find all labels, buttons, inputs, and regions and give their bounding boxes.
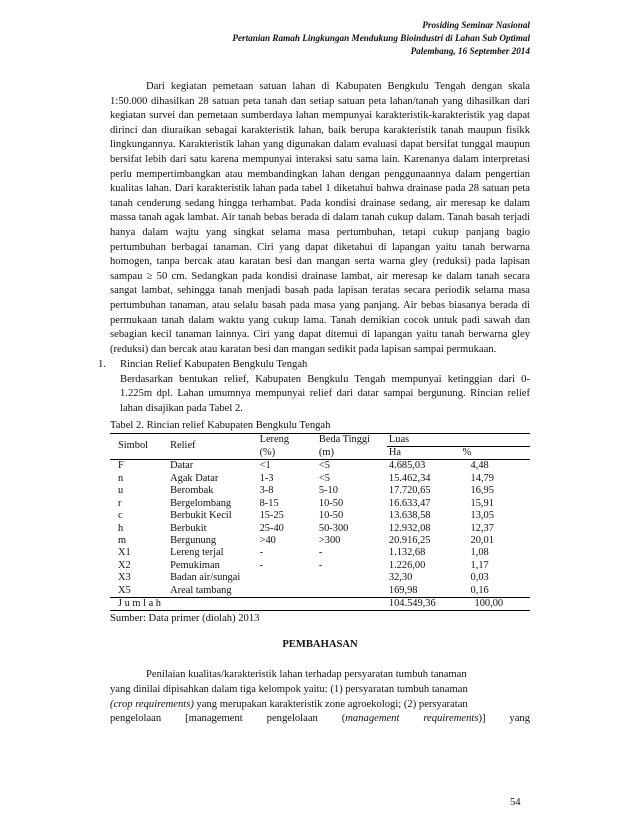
cell-lereng <box>258 572 317 584</box>
cell-lereng: 1-3 <box>259 472 274 484</box>
cell-simbol: X1 <box>118 547 131 559</box>
cell-ha: 1.226,00 <box>388 559 426 571</box>
header-luas: Luas <box>387 433 530 446</box>
cell-ha: 32,30 <box>388 572 413 584</box>
header-simbol: Simbol <box>110 433 168 460</box>
page-number: 54 <box>510 797 521 808</box>
cell-ha: 16.633,47 <box>388 497 431 509</box>
page-content <box>98 80 531 727</box>
cell-relief: Berbukit <box>170 522 207 534</box>
table-row <box>110 473 530 485</box>
table-caption: Tabel 2. Rincian relief Kabupaten Bengkulu Tengah <box>110 419 331 431</box>
cell-simbol: u <box>118 485 124 497</box>
cell-lereng: 8-15 <box>259 497 279 509</box>
cell-pct: 16,95 <box>470 485 494 497</box>
cell-ha: 1.132,68 <box>388 547 426 559</box>
cell-relief: Bergunung <box>170 534 217 546</box>
table-row <box>110 498 530 510</box>
header-beda-tinggi: Beda Tinggi <box>317 433 387 446</box>
cell-relief: Pemukiman <box>170 559 220 571</box>
table-row <box>110 485 530 497</box>
cell-ha: 4.685,03 <box>388 460 426 472</box>
management-requirements-term: management requirements <box>345 713 479 725</box>
body-paragraph-2 <box>110 668 530 726</box>
cell-pct: 4,48 <box>470 460 489 472</box>
cell-simbol: X3 <box>118 572 131 584</box>
total-pct: 100,00 <box>461 597 530 610</box>
cell-relief: Areal tambang <box>170 584 232 596</box>
paragraph2-line-4-a: pengelolaan [management pengelolaan ( <box>110 713 346 725</box>
header-lereng: Lereng <box>258 433 317 446</box>
cell-pct: 13,05 <box>470 510 494 522</box>
paragraph2-line-3-rest: yang merupakan karakteristik zone agroekologi; (2) persyaratan <box>193 698 468 710</box>
cell-beda-tinggi: 50-300 <box>318 522 349 534</box>
cell-beda-tinggi <box>317 572 387 584</box>
cell-pct: 1,17 <box>470 559 489 571</box>
list-item-relief <box>98 358 530 416</box>
page-header <box>120 19 530 58</box>
total-ha: 104.549,36 <box>387 597 461 610</box>
cell-beda-tinggi: 5-10 <box>318 485 338 497</box>
cell-simbol: F <box>118 460 124 472</box>
cell-pct: 0,03 <box>470 572 489 584</box>
relief-table <box>110 433 530 612</box>
cell-simbol: n <box>118 472 124 484</box>
cell-pct: 0,16 <box>470 584 489 596</box>
cell-pct: 14,79 <box>470 472 494 484</box>
table-source: Sumber: Data primer (diolah) 2013 <box>110 613 260 625</box>
cell-lereng: 25-40 <box>259 522 284 534</box>
cell-relief: Berombak <box>170 485 214 497</box>
cell-lereng: <1 <box>259 460 271 472</box>
cell-simbol: X5 <box>118 584 131 596</box>
cell-beda-tinggi: <5 <box>318 460 330 472</box>
table-row <box>110 523 530 535</box>
cell-ha: 12.932,08 <box>388 522 431 534</box>
paragraph2-line-2: yang dinilai dipisahkan dalam tiga kelompok yaitu: (1) persyaratan tumbuh tanaman <box>110 683 468 695</box>
paragraph2-line-1: Penilaian kualitas/karakteristik lahan terhadap persyaratan tumbuh tanaman <box>146 669 467 681</box>
cell-beda-tinggi: 10-50 <box>318 497 344 509</box>
cell-beda-tinggi <box>317 585 387 598</box>
cell-ha: 13.638,58 <box>388 510 431 522</box>
paragraph2-line-3 <box>110 698 530 713</box>
cell-relief: Badan air/sungai <box>170 572 241 584</box>
cell-pct: 20,01 <box>470 534 494 546</box>
cell-simbol: r <box>118 497 122 509</box>
cell-lereng: - <box>259 559 264 571</box>
header-relief: Relief <box>168 433 257 460</box>
header-pct: % <box>461 447 530 460</box>
cell-relief: Agak Datar <box>170 472 219 484</box>
header-place-date: Palembang, 16 September 2014 <box>410 46 530 56</box>
header-lereng-unit: (%) <box>258 447 317 460</box>
body-paragraph-1 <box>110 80 530 357</box>
cell-ha: 15.462,34 <box>388 472 431 484</box>
cell-lereng: 15-25 <box>259 510 284 522</box>
total-label: J u m l a h <box>110 597 387 610</box>
list-item-title: Rincian Relief Kabupaten Bengkulu Tengah <box>120 359 308 371</box>
table-row <box>110 547 530 559</box>
list-item-body: Berdasarkan bentukan relief, Kabupaten Bengkulu Tengah mempunyai ketinggian dari 0-1.225m dpl. Lahan umumnya mempunyai relief dari datar sampai bergunung. Rincian relief lahan disajikan pada Tabel 2. <box>120 373 530 415</box>
paragraph-text: Dari kegiatan pemetaan satuan lahan di Kabupaten Bengkulu Tengah dengan skala 1:50.000 dihasilkan 28 satuan peta tanah dan setiap satuan peta lahan/tanah yang dihasilkan dari kegiatan survei dan pemetaan sumberdaya lahan mempunyai karakteristik-karakteristik yag dapat dirinci dan diuraikan sebagai karakteristik lahan, baik berupa karakteristik tanah maupun fisikk lingkungannya. Karakteristik lahan yang digunakan dalam evaluasi dapat bersifat tunggal maupun bersifat lebih dari satu karena mempunyai interaksi satu sama lain. Karenanya dalam interpretasi perlu mempertimbangkan atau membandingkan lahan dengan penggunaannya dalam pengertian kualitas lahan. Dari karakteristik lahan pada tabel 1 diketahui bahwa drainase pada 28 satuan peta tanah cenderung sedang hingga terhambat. Pada kondisi drainase sedang, air meresap ke dalam massa tanah agak lambat. Air tanah bebas berada di dalam tanah cukup dalam. Tanah basah terjadi hanya dalam wajtu yang singkat selama masa pertumbuhan, tetapi cukup panjang bagio pertumbuhan berbagai tanaman. Ciri yang dapat diketahui di lapangan yaitu tanah berwarna homogen, tanpa bercak atau karatan besi dan mangan serta warna gley (reduksi) pada lapisan sampau ≥ 50 cm. Sedangkan pada kondisi drainase lambat, air meresap ke dalam tanah secara sangat lambat, sehingga tanah menjadi basah pada lapisan teratas secara periodik selama masa pertumbuhan tanaman, atau selalu basah pada masa yang panjang. Air bebas biasanya berada di permukaan tanah dalam waktu yang cukup lama. Tanah demikian cocok untuk padi sawah dan sebagian kecil tanaman lainnya. Ciri yang dapat ditemui di lapangan yaitu tanah berwarna gley (reduksi) dan bercak atau karatan besi dan mangan sedikit pada lapisan sampai permukaan. <box>110 81 530 355</box>
paragraph2-line-4 <box>110 712 530 727</box>
cell-beda-tinggi: 10-50 <box>318 510 344 522</box>
paragraph2-line-4-b: )] yang <box>478 713 531 725</box>
table-header-row-1 <box>110 433 530 446</box>
cell-beda-tinggi: <5 <box>318 472 330 484</box>
cell-simbol: m <box>118 534 127 546</box>
header-proceedings-title: Prosiding Seminar Nasional <box>422 20 530 30</box>
cell-simbol: h <box>118 522 124 534</box>
cell-lereng: 3-8 <box>259 485 274 497</box>
table-row <box>110 460 530 473</box>
table-row <box>110 572 530 584</box>
header-beda-unit: (m) <box>317 447 387 460</box>
cell-pct: 15,91 <box>470 497 494 509</box>
list-number: 1. <box>98 359 106 371</box>
cell-relief: Lereng terjal <box>170 547 224 559</box>
header-seminar-theme: Pertanian Ramah Lingkungan Mendukung Bioindustri di Lahan Sub Optimal <box>232 33 530 43</box>
cell-simbol: c <box>118 510 123 522</box>
cell-relief: Datar <box>170 460 194 472</box>
cell-simbol: X2 <box>118 559 131 571</box>
cell-relief: Berbukit Kecil <box>170 510 232 522</box>
cell-beda-tinggi: >300 <box>318 534 341 546</box>
table-row <box>110 535 530 547</box>
cell-ha: 20.916,25 <box>388 534 431 546</box>
cell-pct: 12,37 <box>470 522 494 534</box>
cell-relief: Bergelombang <box>170 497 232 509</box>
cell-ha: 169,98 <box>388 584 418 596</box>
header-ha: Ha <box>387 447 461 460</box>
cell-lereng <box>258 585 317 598</box>
table-total-row <box>110 597 530 610</box>
section-title: PEMBAHASAN <box>282 639 358 651</box>
crop-requirements-term: (crop requirements) <box>110 698 194 710</box>
table-row <box>110 560 530 572</box>
table-row <box>110 510 530 522</box>
cell-lereng: >40 <box>259 534 276 546</box>
cell-pct: 1,08 <box>470 547 489 559</box>
table-body <box>110 460 530 597</box>
cell-beda-tinggi: - <box>318 547 323 559</box>
cell-lereng: - <box>259 547 264 559</box>
table-row <box>110 585 530 598</box>
cell-beda-tinggi: - <box>318 559 323 571</box>
cell-ha: 17.720,65 <box>388 485 431 497</box>
